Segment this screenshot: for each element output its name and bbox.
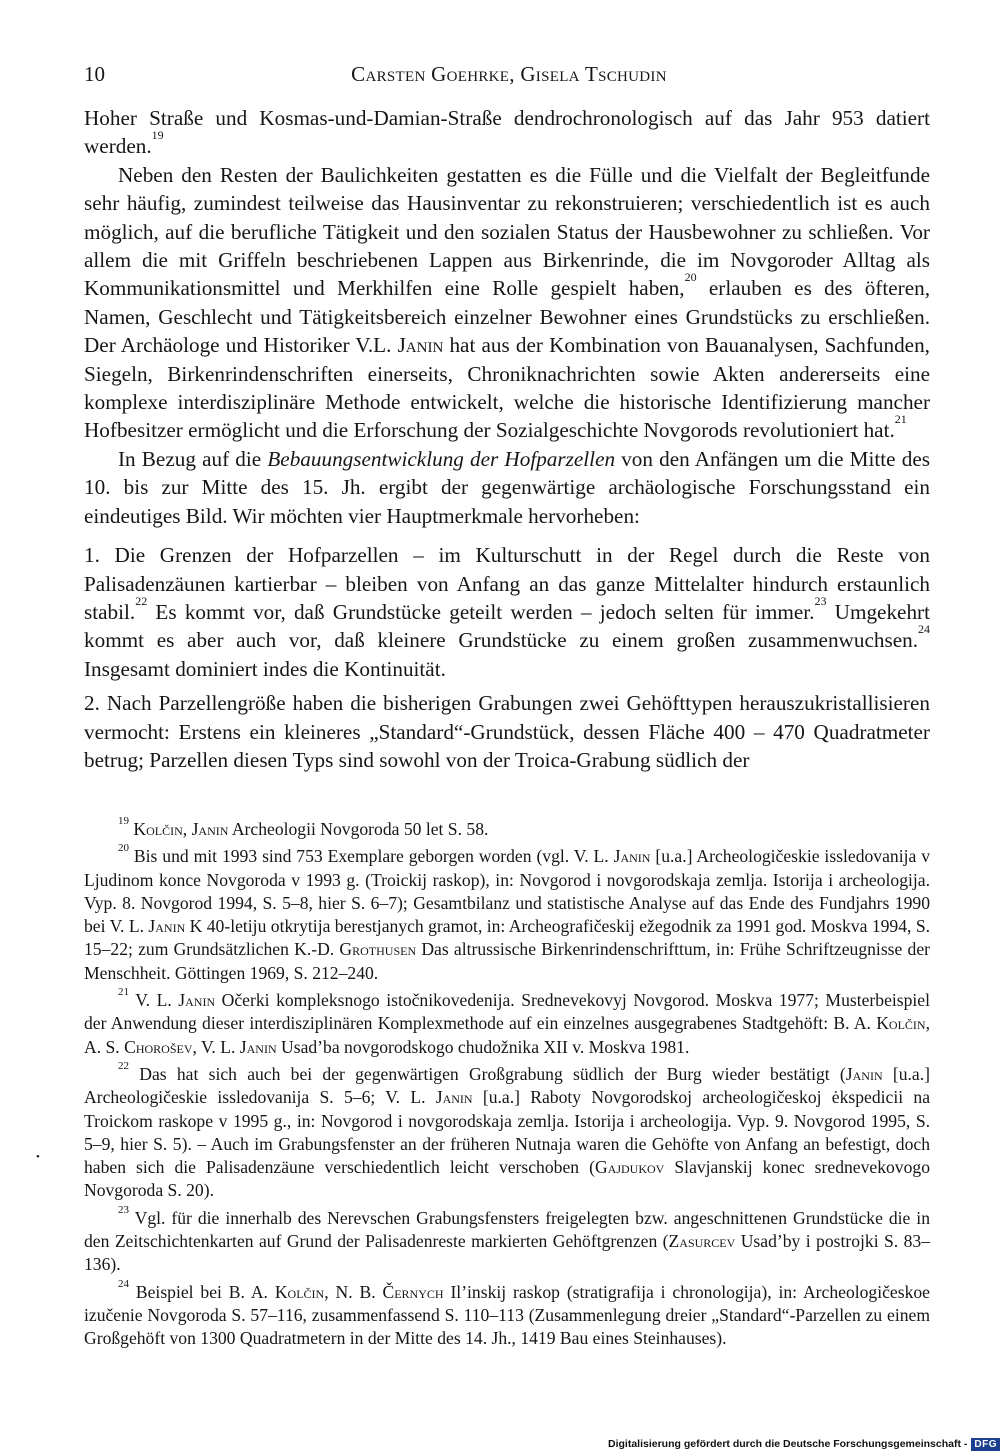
footnote-19: $^{19}$ Kolčin, Janin Archeologii Novgoroda 50 let S. 58. [118,815,489,839]
author-name: Janin [397,333,444,358]
digitization-banner [608,1436,1000,1452]
emphasis-term: Bebauungsentwicklung der Hofparzellen [267,446,616,471]
page-number: 10 [84,62,105,86]
footnote-ref-23[interactable]: 23 [814,593,827,608]
banner-text: Digitalisierung gefördert durch die Deutsche Forschungsgemeinschaft - [608,1438,968,1450]
paragraph-3: In Bezug auf die Bebauungsentwicklung der Hofparzellen von den Anfängen um die Mitte des 10. bis zur Mitte des 15. Jh. ergibt der gegenwärtige archäologische Forschungsstand ein eindeutiges Bild. Wir möchten vier Hauptmerkmale hervorheben: [84,446,930,528]
main-text [84,104,930,774]
footnote-20: $^{20}$ Bis und mit 1993 sind 753 Exemplare geborgen worden (vgl. V. L. Janin [u.a.] Archeologičeskie issledovanija v Ljudinom konce Novgoroda v 1993 g. (Troickij raskop), in: Novgorod i novgorodskaja zemlja. Istorija i archeologija. Vyp. 8. Novgorod 1994, S. 5–8, hier S. 6–7); Gesamtbilanz und statistische Analyse auf das Ende des Fundjahrs 1990 bei V. L. Janin K 40-letiju otkrytija berestjanych gramot, in: Archeografičeskij ežegodnik za 1991 god. Moskva 1994, S. 15–22; zum Grundsätzlichen K.-D. Grothusen Das altrussische Birkenrindenschrifttum, in: Frühe Schriftzeugnisse der Menschheit. Göttingen 1969, S. 212–240. [84,842,931,983]
footnotes [84,815,931,1355]
footnote-ref-24[interactable]: 24 [918,622,930,637]
scan-artifact-dot: • [36,1151,40,1163]
dfg-logo-icon: DFG [971,1438,1000,1451]
footnote-23: $^{23}$ Vgl. für die innerhalb des Nerevschen Grabungsfensters freigelegten bzw. angeschnittenen Grundstücke die in den Zeitschichtenkarten auf Grund der Palisadenreste markierten Gehöftgrenzen (Zasurcev Usad’by i postrojki S. 83–136). [84,1203,931,1275]
list-item-1: 1. Die Grenzen der Hofparzellen – im Kulturschutt in der Regel durch die Reste von Palisadenzäunen kartierbar – bleiben von Anfang an das ganze Mittelalter hindurch erstaunlich stabil.$^{22}$ Es kommt vor, daß Grundstücke geteilt werden – jedoch selten für immer.$^{23}$ Umgekehrt kommt es aber auch vor, daß kleinere Grundstücke zu einem großen zusammenwuchsen.$^{24}$ Insgesamt dominiert indes die Kontinuität. [84,543,930,681]
footnote-ref-21[interactable]: 21 [894,412,907,427]
footnote-22: $^{22}$ Das hat sich auch bei der gegenwärtigen Großgrabung südlich der Burg wieder bestätigt (Janin [u.a.] Archeologičeskie issledovanija S. 5–6; V. L. Janin [u.a.] Raboty Novgorodskoj archeologičeskoj ėkspedicii na Troickom raskope v 1995 g., in: Novgorod i novgorodskaja zemlja. Istorija i archeologija. Vyp. 9. Novgorod 1995, S. 5–9, hier S. 5). – Auch im Grabungsfenster an der früheren Nutnaja waren die Gehöfte von Anfang an befestigt, doch haben sich die Palisadenzäune verschiedentlich leicht verschoben (Gajdukov Slavjanskij konec srednevekovogo Novgoroda S. 20). [84,1059,930,1201]
footnote-ref-20[interactable]: 20 [684,270,697,285]
paragraph-1: Hoher Straße und Kosmas-und-Damian-Straße dendrochronologisch auf das Jahr 953 datiert werden.$^{19}$ [84,106,930,159]
footnote-ref-22[interactable]: 22 [135,593,148,608]
paragraph-2: Neben den Resten der Baulichkeiten gestatten es die Fülle und die Vielfalt der Begleitfunde sehr häufig, zumindest teilweise das Hausinventar zu rekonstruieren; verschiedentlich ist es auch möglich, auf die berufliche Tätigkeit und den sozialen Status der Hausbewohner zu schließen. Vor allem die mit Griffeln beschriebenen Lappen aus Birkenrinde, die im Novgoroder Alltag als Kommunikationsmittel und Merkhilfen eine Rolle gespielt haben,$^{20}$ erlauben es des öfteren, Namen, Geschlecht und Tätigkeitsbereich einzelner Bewohner eines Grundstücks zu erschließen. Der Archäologe und Historiker V.L. Janin hat aus der Kombination von Bauanalysen, Sachfunden, Siegeln, Birkenrindenschriften einerseits, Chroniknachrichten sowie Akten andererseits eine komplexe interdisziplinäre Methode entwickelt, welche die historische Identifizierung mancher Hofbesitzer ermöglicht und die Erforschung der Sozialgeschichte Novgorods revolutioniert hat.$^{21}$ [84,162,930,443]
footnote-24: $^{24}$ Beispiel bei B. A. Kolčin, N. B. Černych Il’inskij raskop (stratigrafija i chronologija), in: Archeologičeskoe izučenie Novgoroda S. 57–116, zusammenfassend S. 110–113 (Zusammenlegung dreier „Standard“-Parzellen zu einem Großgehöft von 1300 Quadratmetern in der Mitte des 14. Jh., 1419 Bau eines Steinhauses). [84,1277,930,1349]
footnote-ref-19[interactable]: 19 [151,128,164,143]
footnote-21: $^{21}$ V. L. Janin Očerki kompleksnogo istočnikovedenija. Srednevekovyj Novgorod. Moskva 1977; Musterbeispiel der Anwendung dieser interdisziplinären Komplexmethode auf ein einzelnes ausgegrabenes Stadtgehöft: B. A. Kolčin, A. S. Chorošev, V. L. Janin Usad’ba novgorodskogo chudožnika XII v. Moskva 1981. [84,986,930,1057]
list-item-2: 2. Nach Parzellengröße haben die bisherigen Grabungen zwei Gehöfttypen herauszukristallisieren vermocht: Erstens ein kleineres „Standard“-Grundstück, dessen Fläche 400 – 470 Quadratmeter betrug; Parzellen diesen Typs sind sowohl von der Troica-Grabung südlich der [84,691,930,772]
page-header [84,62,934,90]
running-title: Carsten Goehrke, Gisela Tschudin [351,62,667,86]
